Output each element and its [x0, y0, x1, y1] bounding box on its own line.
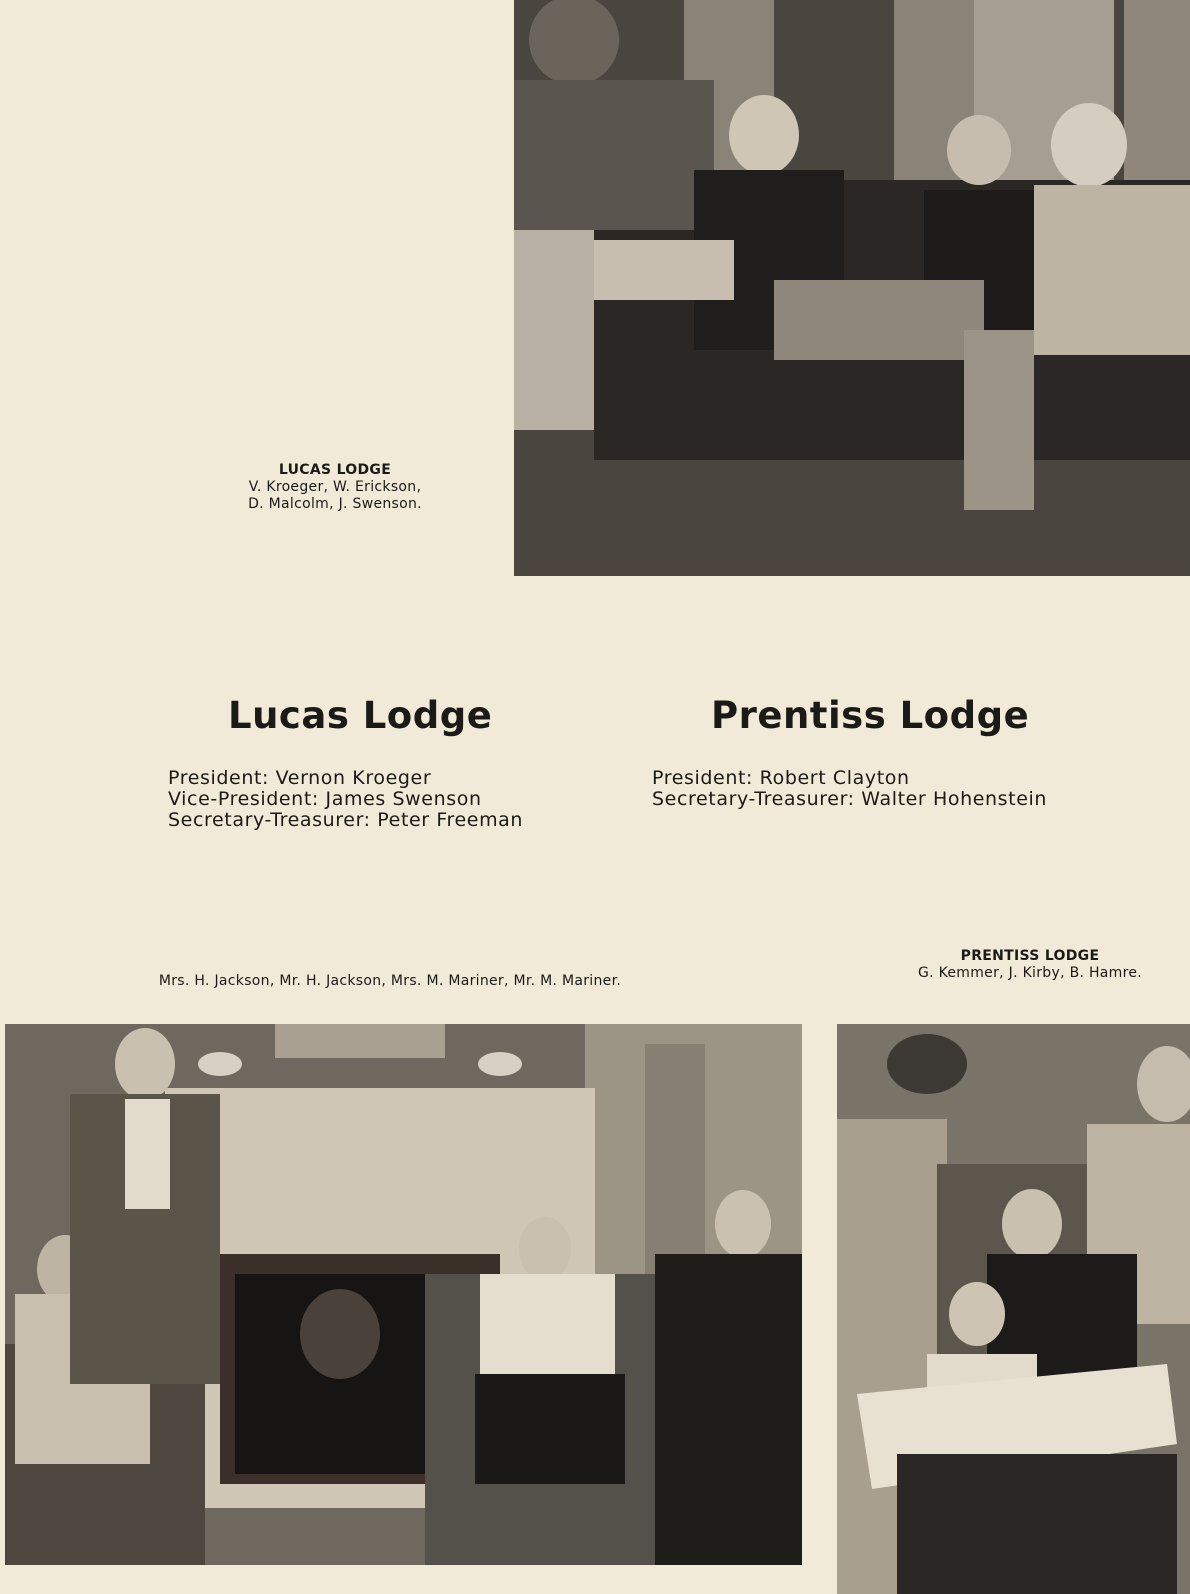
prentiss-lodge-officers — [652, 768, 1047, 810]
prentiss-lodge-secretary-treasurer: Secretary-Treasurer: Walter Hohenstein — [652, 788, 1048, 810]
jackson-mariner-photo-caption: Mrs. H. Jackson, Mr. H. Jackson, Mrs. M. Mariner, Mr. M. Mariner. — [158, 973, 622, 989]
lucas-lodge-photo-caption — [215, 462, 455, 513]
jackson-mariner-photo — [5, 1024, 802, 1565]
prentiss-lodge-photo-image — [837, 1024, 1190, 1594]
prentiss-lodge-photo-caption — [880, 948, 1180, 982]
lucas-lodge-caption-names-2: D. Malcolm, J. Swenson. — [248, 496, 422, 512]
lucas-lodge-officers — [168, 768, 523, 831]
prentiss-lodge-heading: Prentiss Lodge — [711, 694, 1030, 737]
lucas-lodge-president: President: Vernon Kroeger — [168, 767, 432, 789]
prentiss-lodge-caption-names: G. Kemmer, J. Kirby, B. Hamre. — [917, 965, 1143, 981]
prentiss-lodge-caption-title: PRENTISS LODGE — [960, 948, 1100, 964]
lucas-lodge-photo — [514, 0, 1190, 576]
lucas-lodge-vice-president: Vice-President: James Swenson — [168, 788, 482, 810]
lucas-lodge-caption-names-1: V. Kroeger, W. Erickson, — [248, 479, 422, 495]
lucas-lodge-heading: Lucas Lodge — [228, 694, 493, 737]
lucas-lodge-photo-image — [514, 0, 1190, 576]
lucas-lodge-secretary-treasurer: Secretary-Treasurer: Peter Freeman — [168, 809, 524, 831]
jackson-mariner-photo-image — [5, 1024, 802, 1565]
lucas-lodge-caption-title: LUCAS LODGE — [278, 462, 392, 478]
prentiss-lodge-president: President: Robert Clayton — [652, 767, 910, 789]
prentiss-lodge-photo — [837, 1024, 1190, 1594]
